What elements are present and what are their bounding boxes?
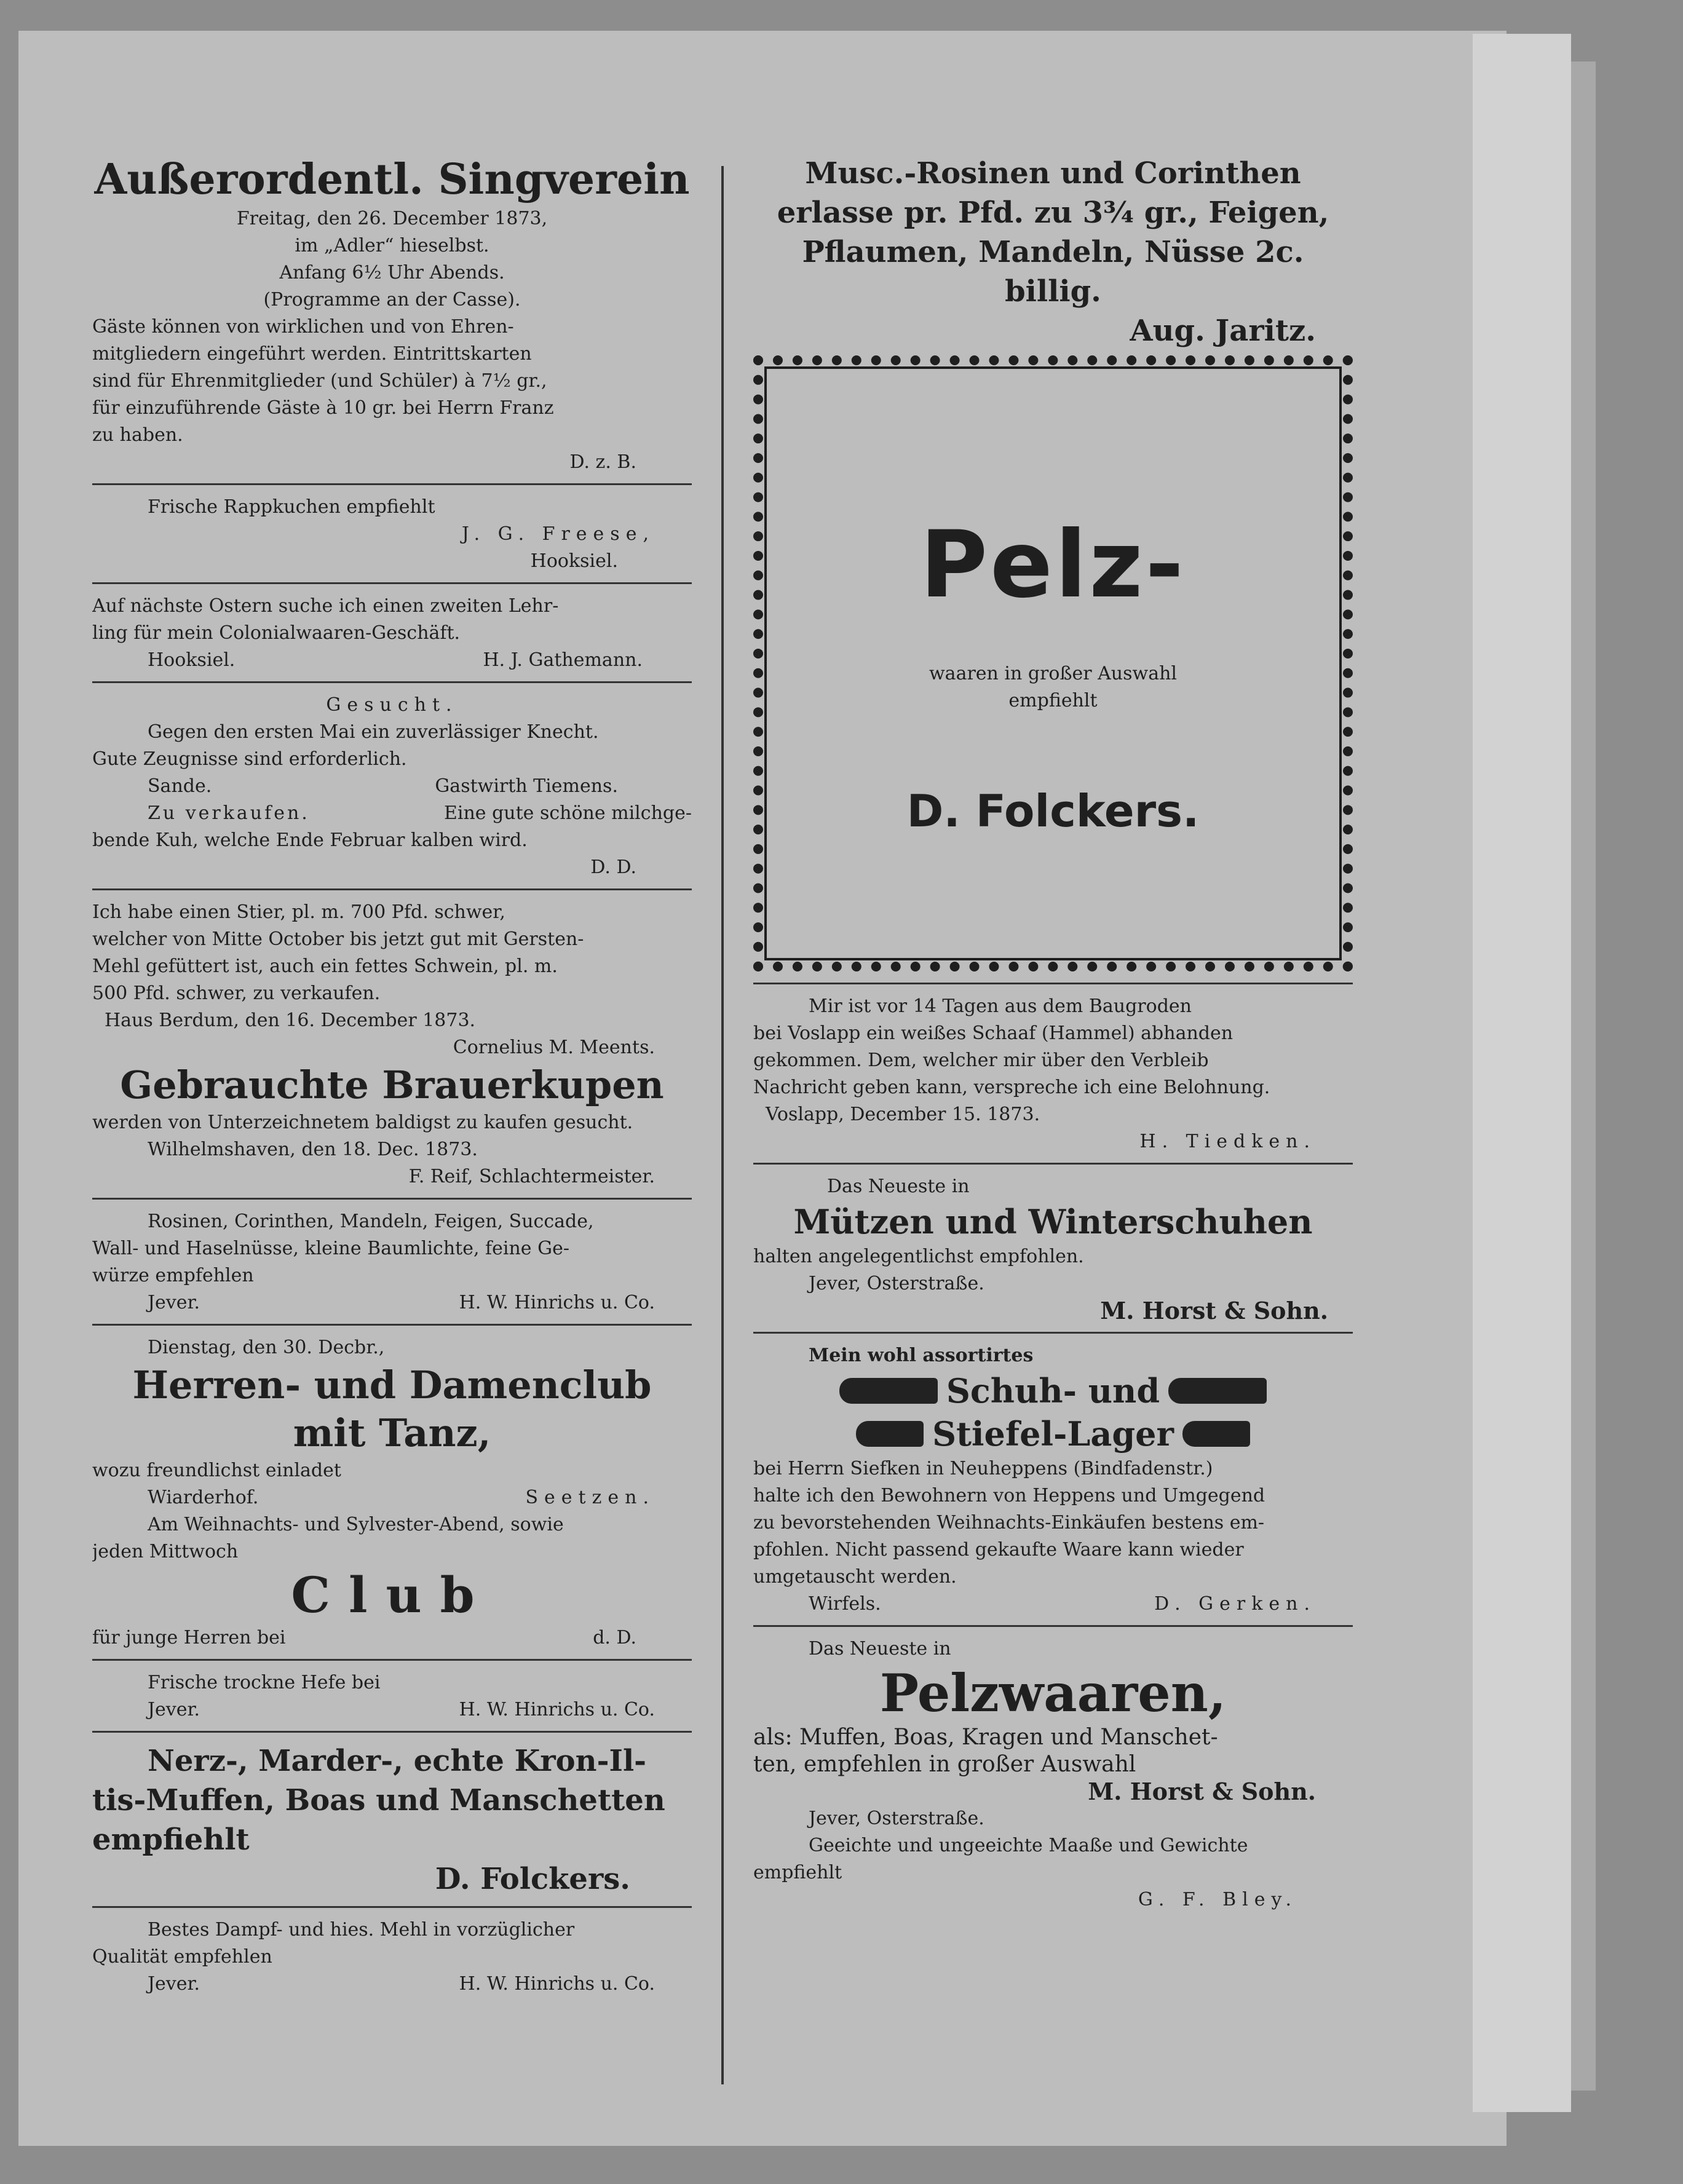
ad-line: 500 Pfd. schwer, zu verkaufen.: [92, 983, 381, 1004]
ad-line: Dienstag, den 30. Decbr.,: [148, 1337, 385, 1358]
ad-line: Frische trockne Hefe bei: [148, 1672, 381, 1693]
ad-title: Pelzwaaren,: [879, 1663, 1227, 1723]
ad-title: tis-Muffen, Boas und Manschetten: [92, 1783, 665, 1818]
ad-line: Nachricht geben kann, verspreche ich eine Belohnung.: [753, 1077, 1270, 1098]
ad-schuh-lager: [753, 1342, 1353, 1618]
ad-footer: [92, 1971, 692, 1998]
ad-line: als: Muffen, Boas, Kragen und Manschet-: [753, 1725, 1218, 1750]
ad-line: zu bevorstehenden Weihnachts-Einkäufen bestens em-: [753, 1512, 1265, 1533]
ad-title: Pelz-: [920, 512, 1186, 619]
ad-line: Mir ist vor 14 Tagen aus dem Baugroden: [809, 995, 1192, 1017]
ad-pelz-box: [753, 355, 1353, 971]
ad-rappkuchen: [92, 494, 692, 575]
divider: [92, 1324, 692, 1326]
ornament-icon: [856, 1421, 924, 1447]
ad-line: [92, 800, 692, 827]
ad-hefe: [92, 1669, 692, 1723]
ad-muetzen: [753, 1173, 1353, 1324]
ad-brauerkupen: [92, 1061, 692, 1190]
left-column: [92, 154, 692, 1998]
ad-line: jeden Mittwoch: [92, 1541, 239, 1562]
ad-line: Wilhelmshaven, den 18. Dec. 1873.: [148, 1139, 478, 1160]
ad-line: wozu freundlichst einladet: [92, 1460, 341, 1481]
pointing-hand-right-icon: [1168, 1378, 1267, 1404]
ad-place: Wiarderhof.: [148, 1487, 259, 1508]
ad-title: Gesucht.: [326, 694, 458, 716]
ad-line: Voslapp, December 15. 1873.: [766, 1104, 1040, 1125]
ad-line: pfohlen. Nicht passend gekaufte Waare kann wieder: [753, 1539, 1244, 1561]
ad-signature: H. W. Hinrichs u. Co.: [459, 1699, 655, 1720]
pointing-hand-left-icon: [839, 1378, 938, 1404]
ad-line: Qualität empfehlen: [92, 1946, 272, 1968]
ad-signature: M. Horst & Sohn.: [1100, 1297, 1328, 1324]
ad-signature: Cornelius M. Meents.: [453, 1037, 655, 1058]
ad-line: Ich habe einen Stier, pl. m. 700 Pfd. schwer,: [92, 901, 505, 923]
ad-line: bei Voslapp ein weißes Schaaf (Hammel) abhanden: [753, 1023, 1234, 1044]
ad-footer: [92, 1289, 692, 1316]
ad-line-part: Eine gute schöne milchge-: [443, 802, 692, 824]
ad-line: empfiehlt: [753, 1862, 842, 1883]
ad-stier: [92, 899, 692, 1061]
ad-line: Wall- und Haselnüsse, kleine Baumlichte, feine Ge-: [92, 1238, 569, 1259]
ad-line: Gute Zeugnisse sind erforderlich.: [92, 748, 407, 770]
divider: [92, 582, 692, 584]
ad-line: Haus Berdum, den 16. December 1873.: [105, 1010, 476, 1031]
ad-title: Musc.-Rosinen und Corinthen: [805, 156, 1301, 191]
ornament-icon: [1182, 1421, 1250, 1447]
ad-signature: G. F. Bley.: [1138, 1889, 1297, 1910]
ad-place: Sande.: [148, 775, 212, 797]
ad-line: waaren in großer Auswahl: [929, 663, 1177, 684]
ad-line: Geeichte und ungeeichte Maaße und Gewichte: [809, 1835, 1248, 1856]
ad-line: Das Neueste in: [827, 1176, 970, 1197]
ad-line-part: für junge Herren bei: [92, 1627, 286, 1648]
column-divider: [721, 166, 724, 2084]
ad-signature: D. D.: [590, 857, 636, 878]
ad-signature: H. Tiedken.: [1139, 1131, 1316, 1152]
ad-title: Herren- und Damenclub: [132, 1363, 652, 1407]
ad-title: Gebrauchte Brauerkupen: [120, 1062, 664, 1107]
divider: [753, 1332, 1353, 1334]
ad-title: mit Tanz,: [293, 1410, 491, 1455]
ad-place: Hooksiel.: [530, 550, 618, 572]
ad-gesucht: [92, 692, 692, 800]
divider: [92, 1659, 692, 1661]
ad-title: empfiehlt: [92, 1822, 250, 1857]
ad-line: halte ich den Bewohnern von Heppens und Umgegend: [753, 1485, 1265, 1506]
divider: [753, 1625, 1353, 1627]
ad-signature: M. Horst & Sohn.: [1088, 1778, 1316, 1805]
divider: [753, 1163, 1353, 1165]
ad-line: bende Kuh, welche Ende Februar kalben wird.: [92, 829, 528, 851]
divider: [92, 483, 692, 485]
ad-pelzwaaren: [753, 1636, 1353, 1832]
ad-signature: d. D.: [593, 1627, 636, 1648]
ad-footer: [92, 1696, 692, 1723]
ad-place: Jever.: [148, 1973, 200, 1995]
ad-line: Frische Rappkuchen empfiehlt: [148, 496, 435, 518]
ad-line: mitgliedern eingeführt werden. Eintrittskarten: [92, 343, 532, 365]
ad-footer: [92, 1484, 692, 1511]
ad-title: erlasse pr. Pfd. zu 3¾ gr., Feigen,: [777, 196, 1329, 230]
page-edge-shadow: [1571, 61, 1596, 2091]
page-edge: [1473, 34, 1571, 2112]
ad-signature: D. Folckers.: [906, 785, 1200, 837]
ad-place: Jever.: [148, 1699, 200, 1720]
ad-signature: D. Folckers.: [435, 1862, 630, 1896]
ad-line: für einzuführende Gäste à 10 gr. bei Herrn Franz: [92, 397, 554, 419]
ad-title-row: [753, 1369, 1353, 1412]
ad-body: [763, 660, 1343, 714]
ad-signature: D. z. B.: [569, 451, 636, 473]
ad-footer: [92, 773, 692, 800]
ad-signature: Aug. Jaritz.: [1130, 314, 1316, 348]
ad-line: Auf nächste Ostern suche ich einen zweiten Lehr-: [92, 595, 559, 617]
ad-line: halten angelegentlichst empfohlen.: [753, 1246, 1084, 1267]
ad-line: Jever, Osterstraße.: [809, 1808, 984, 1829]
divider: [92, 1906, 692, 1908]
ad-kuh: [92, 800, 692, 881]
ad-signature: J. G. Freese,: [461, 523, 655, 545]
right-column: [753, 154, 1353, 1913]
ad-signature: H. W. Hinrichs u. Co.: [459, 1292, 655, 1313]
ad-line: ten, empfehlen in großer Auswahl: [753, 1752, 1136, 1777]
ad-title: Schuh- und: [946, 1371, 1160, 1410]
divider: [92, 681, 692, 683]
ad-signature: Gastwirth Tiemens.: [435, 775, 618, 797]
ad-line: zu haben.: [92, 424, 183, 446]
ad-title: Nerz-, Marder-, echte Kron-Il-: [148, 1744, 647, 1778]
ad-line: Rosinen, Corinthen, Mandeln, Feigen, Succade,: [148, 1211, 594, 1232]
ad-line: Das Neueste in: [809, 1638, 951, 1660]
ad-line: Freitag, den 26. December 1873,: [236, 208, 548, 229]
ad-line: umgetauscht werden.: [753, 1566, 957, 1588]
ad-line: Mehl gefüttert ist, auch ein fettes Schwein, pl. m.: [92, 956, 558, 977]
ad-line: Gäste können von wirklichen und von Ehren-: [92, 316, 514, 338]
ad-line: ling für mein Colonialwaaren-Geschäft.: [92, 622, 461, 644]
ad-signature: F. Reif, Schlachtermeister.: [408, 1166, 655, 1187]
ad-place: Hooksiel.: [148, 649, 236, 671]
divider: [753, 983, 1353, 984]
ad-lehrling: [92, 593, 692, 674]
ad-place: Jever.: [148, 1292, 200, 1313]
divider: [92, 888, 692, 890]
ad-line: Gegen den ersten Mai ein zuverlässiger Knecht.: [148, 721, 599, 743]
ad-title: Mützen und Winterschuhen: [793, 1202, 1313, 1241]
ad-title: Club: [291, 1566, 493, 1624]
ad-line: (Programme an der Casse).: [263, 289, 521, 311]
ad-line: im „Adler“ hieselbst.: [295, 235, 489, 256]
ad-damenclub: [92, 1334, 692, 1652]
ad-title: Pflaumen, Mandeln, Nüsse 2c. billig.: [802, 235, 1304, 309]
ad-line: empfiehlt: [1008, 690, 1098, 711]
ad-signature: D. Gerken.: [1154, 1593, 1316, 1615]
ad-line: Am Weihnachts- und Sylvester-Abend, sowie: [148, 1514, 564, 1535]
ad-line: Anfang 6½ Uhr Abends.: [279, 262, 505, 283]
ad-line: bei Herrn Siefken in Neuheppens (Bindfadenstr.): [753, 1458, 1213, 1479]
ad-signature: Seetzen.: [525, 1487, 655, 1508]
ad-headword: Zu verkaufen.: [148, 802, 310, 824]
ad-title: Stiefel-Lager: [932, 1414, 1174, 1454]
ad-musc-rosinen: [753, 154, 1353, 350]
ad-schaaf: [753, 993, 1353, 1155]
divider: [92, 1198, 692, 1200]
ad-maasse: [753, 1832, 1353, 1913]
ad-title-row: [753, 1412, 1353, 1455]
ad-line: welcher von Mitte October bis jetzt gut mit Gersten-: [92, 928, 584, 950]
ad-line: Bestes Dampf- und hies. Mehl in vorzüglicher: [148, 1919, 575, 1941]
ad-footer: [92, 647, 692, 674]
ad-place: Wirfels.: [809, 1593, 881, 1615]
ad-title: Außerordentl. Singverein: [94, 155, 690, 204]
divider: [92, 1731, 692, 1733]
ad-signature: H. W. Hinrichs u. Co.: [459, 1973, 655, 1995]
ad-line: Mein wohl assortirtes: [809, 1345, 1034, 1366]
ad-line: sind für Ehrenmitglieder (und Schüler) à 7½ gr.,: [92, 370, 547, 392]
ad-line: gekommen. Dem, welcher mir über den Verbleib: [753, 1050, 1209, 1071]
ad-footer: [753, 1591, 1353, 1618]
ad-line: würze empfehlen: [92, 1265, 254, 1286]
ad-rosinen-hinrichs: [92, 1208, 692, 1316]
ad-line: werden von Unterzeichnetem baldigst zu kaufen gesucht.: [92, 1112, 633, 1133]
ad-singverein: [92, 154, 692, 476]
ad-line: Jever, Osterstraße.: [809, 1273, 984, 1294]
ad-signature: H. J. Gathemann.: [483, 649, 643, 671]
ad-footer: [92, 1624, 692, 1652]
ad-mehl: [92, 1917, 692, 1998]
ad-nerz: [92, 1741, 692, 1899]
